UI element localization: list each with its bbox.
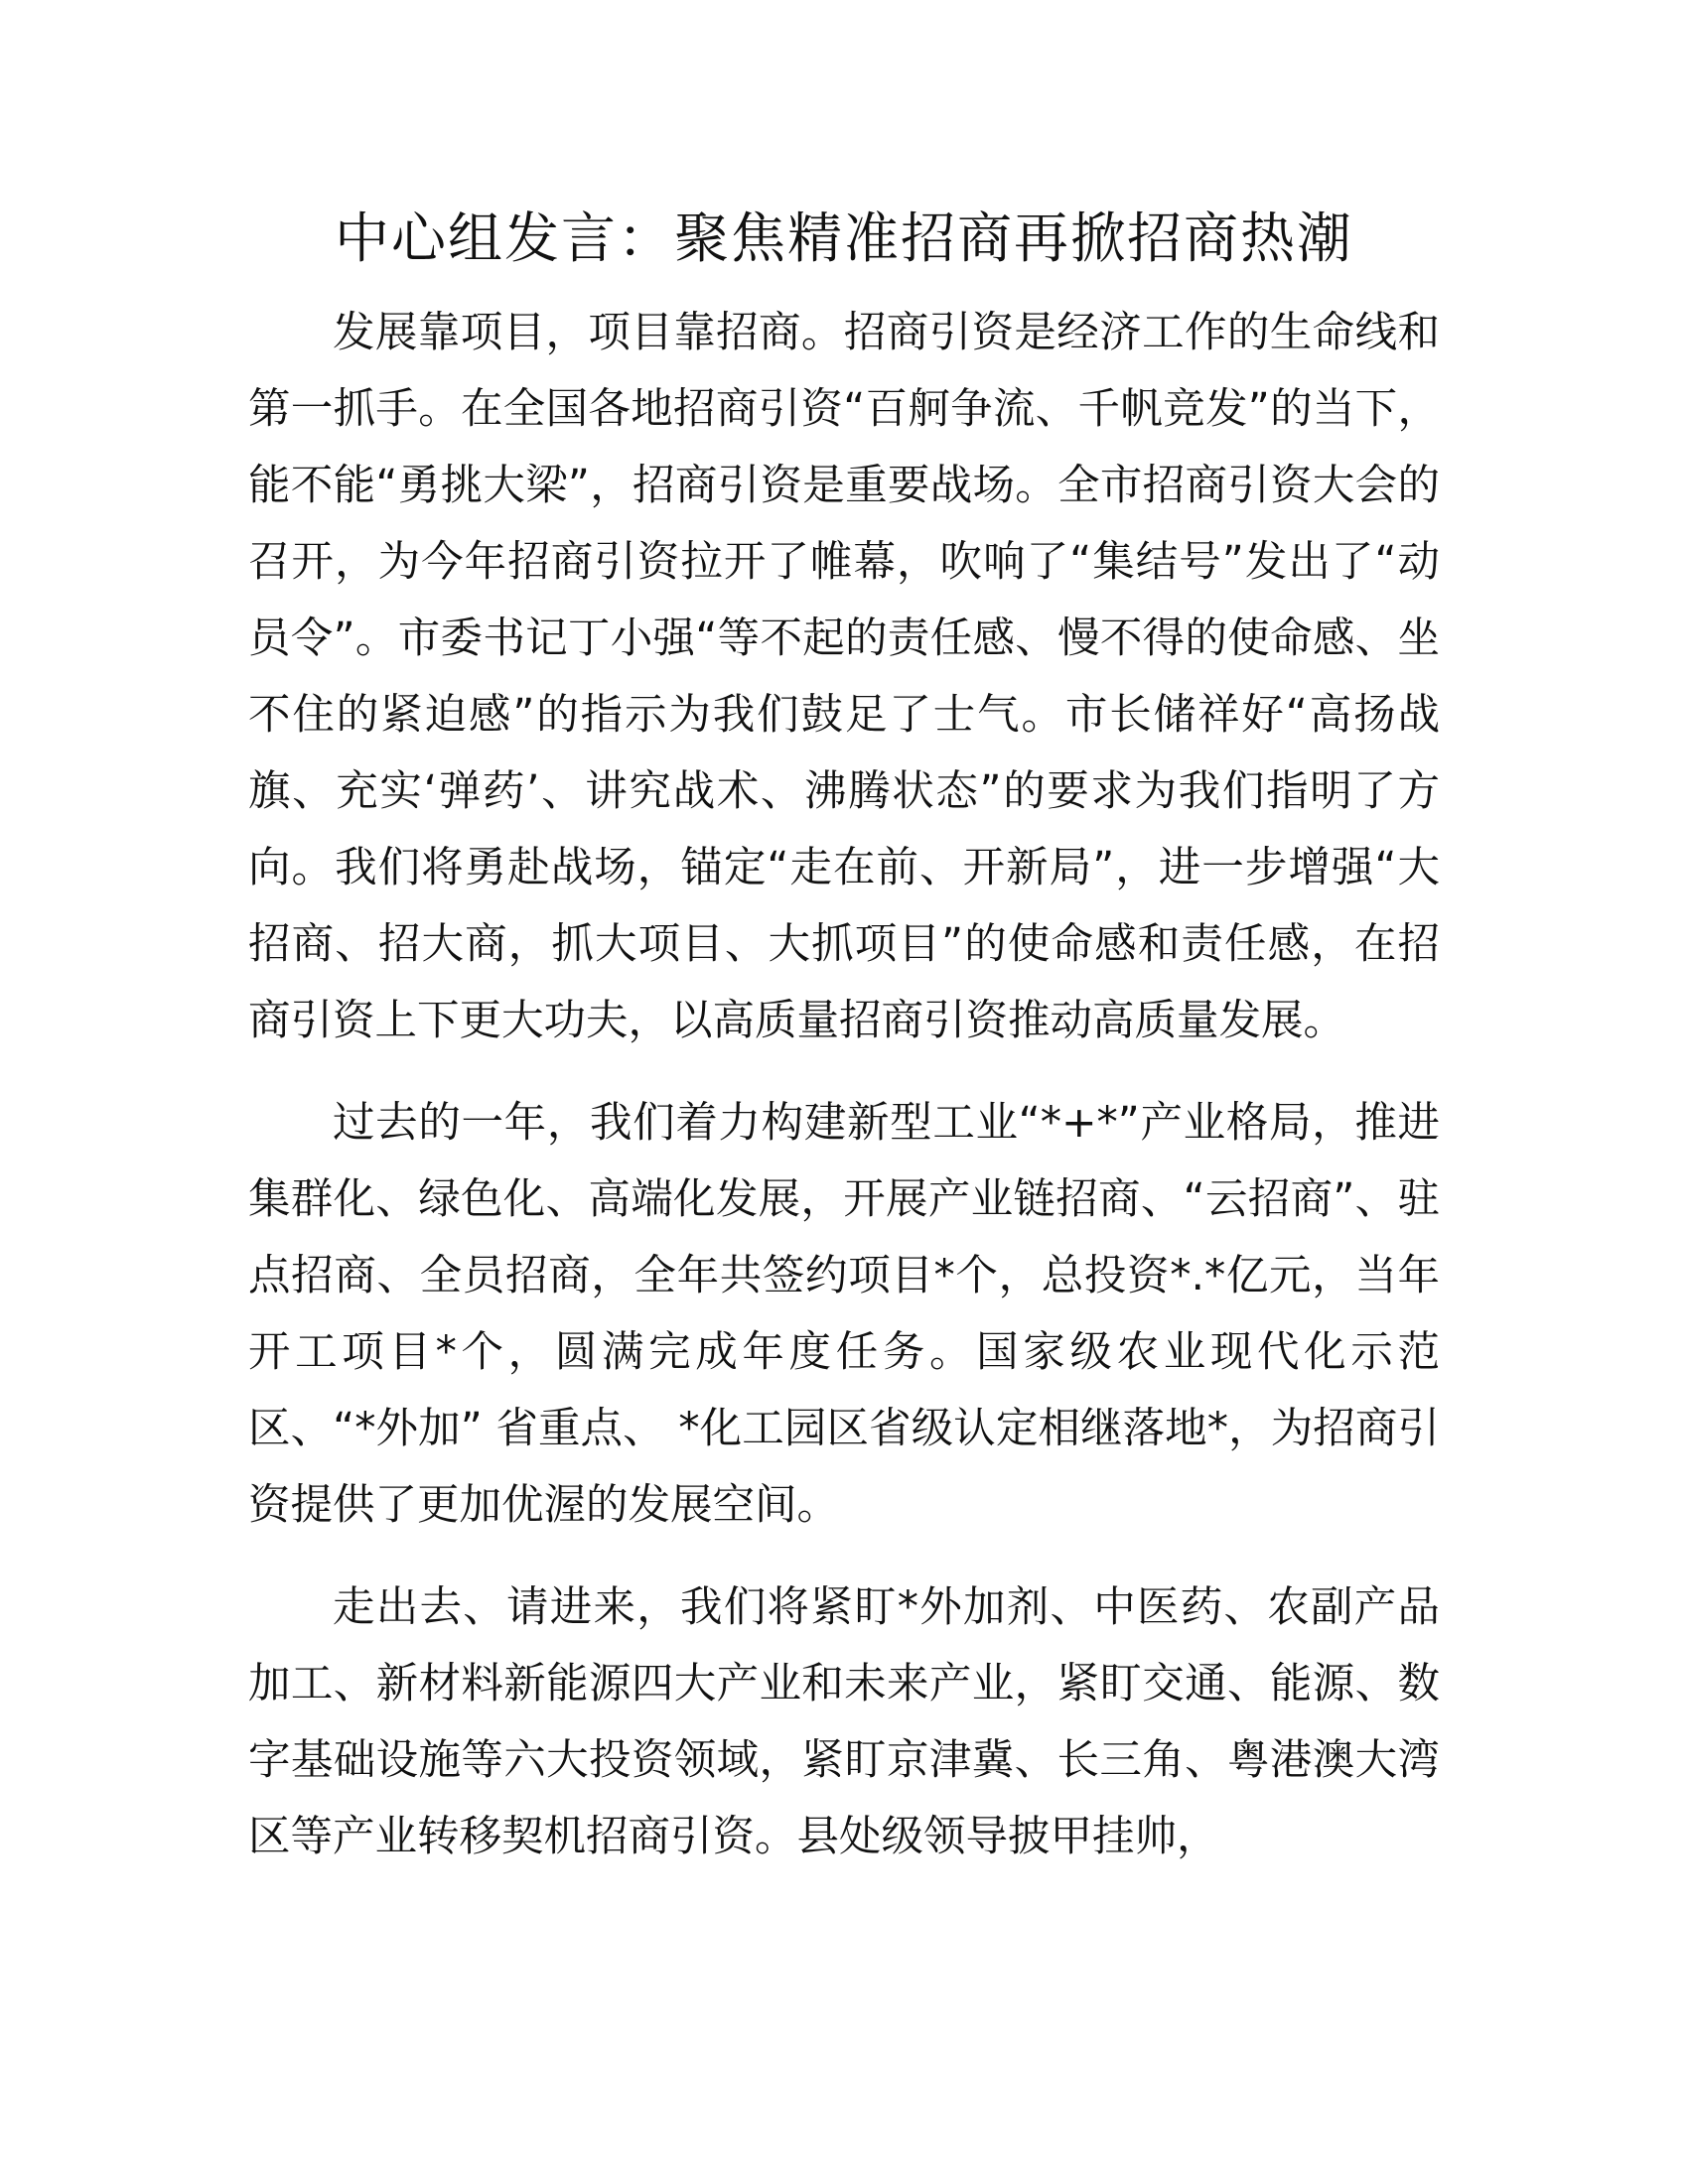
paragraph-1: 发展靠项目，项目靠招商。招商引资是经济工作的生命线和第一抓手。在全国各地招商引资“百舸争流、千帆竞发”的当下，能不能“勇挑大梁”，招商引资是重要战场。全市招商引资大会的召开，为今年招商引资拉开了帷幕，吹响了“集结号”发出了“动员令”。市委书记丁小强“等不起的责任感、慢不得的使命感、坐不住的紧迫感”的指示为我们鼓足了士气。市长储祥好“高扬战旗、充实‘弹药’、讲究战术、沸腾状态”的要求为我们指明了方向。我们将勇赴战场，锚定“走在前、开新局”，进一步增强“大招商、招大商，抓大项目、大抓项目”的使命感和责任感，在招商引资上下更大功夫，以高质量招商引资推动高质量发展。 [248,309,1440,1045]
paragraph-2: 过去的一年，我们着力构建新型工业“*+*”产业格局，推进集群化、绿色化、高端化发展，开展产业链招商、“云招商”、驻点招商、全员招商，全年共签约项目*个，总投资*.*亿元，当年开工项目*个，圆满完成年度任务。国家级农业现代化示范区、“*外加” 省重点、 *化工园区省级认定相继落地*，为招商引资提供了更加优渥的发展空间。 [248,1099,1440,1530]
document-body [248,295,1440,1901]
paragraph-3: 走出去、请进来，我们将紧盯*外加剂、中医药、农副产品加工、新材料新能源四大产业和未来产业，紧盯交通、能源、数字基础设施等六大投资领域，紧盯京津冀、长三角、粤港澳大湾区等产业转移契机招商引资。县处级领导披甲挂帅， [248,1583,1440,1861]
document-title: 中心组发言：聚焦精准招商再掀招商热潮 [334,206,1353,270]
